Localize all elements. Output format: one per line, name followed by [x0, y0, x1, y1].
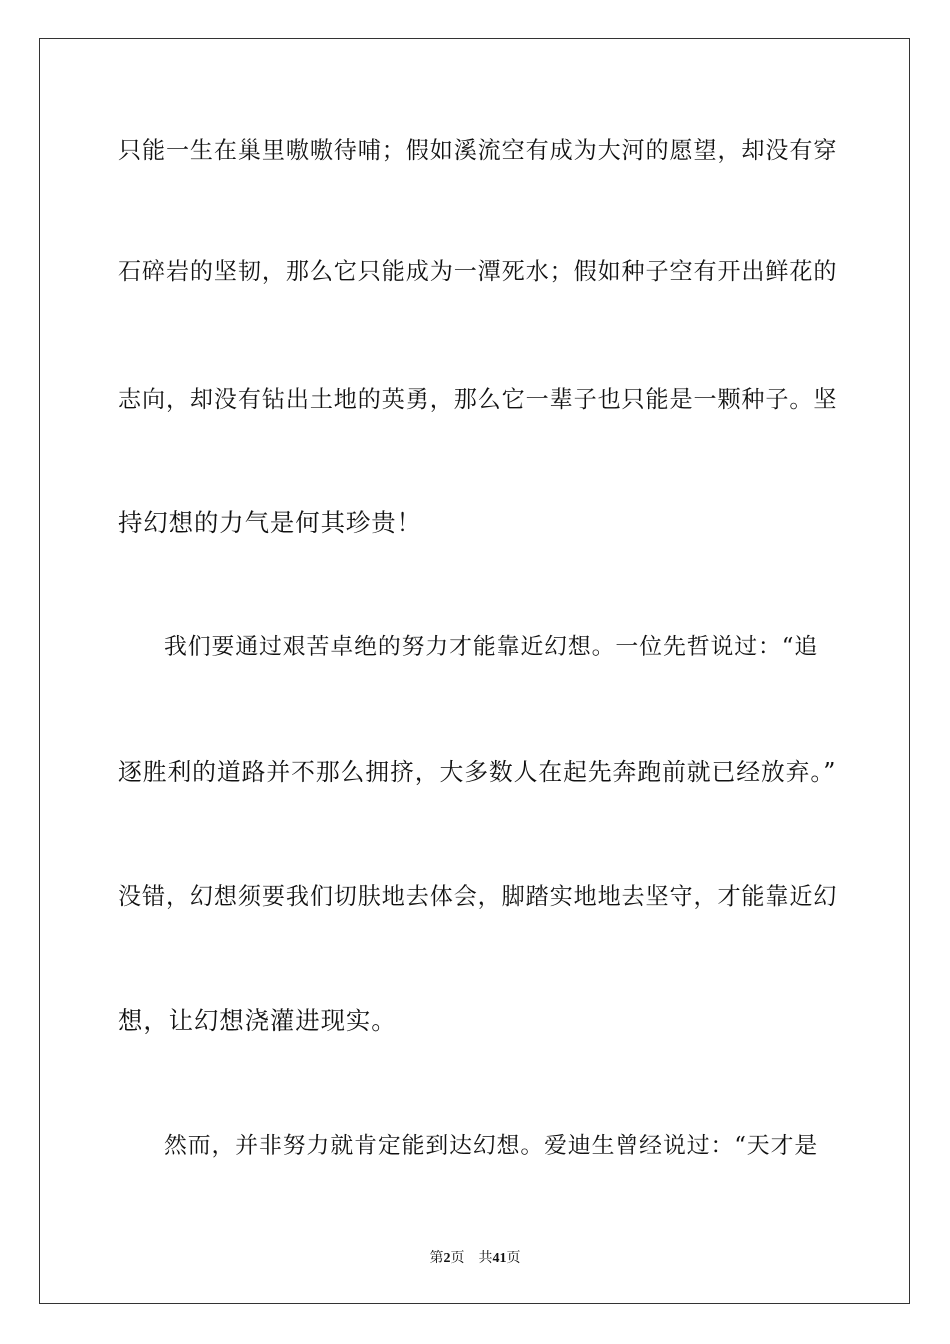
footer-page-prefix: 第 — [429, 1250, 444, 1266]
text-line-7: 没错，幻想须要我们切肤地去体会，脚踏实地地去坚守，才能靠近幻 — [118, 884, 838, 910]
text-line-4: 持幻想的力气是何其珍贵！ — [118, 508, 422, 537]
text-line-1: 只能一生在巢里嗷嗷待哺；假如溪流空有成为大河的愿望，却没有穿 — [118, 138, 838, 164]
text-line-8: 想，让幻想浇灌进现实。 — [118, 1006, 397, 1035]
text-line-2: 石碎岩的坚韧，那么它只能成为一潭死水；假如种子空有开出鲜花的 — [118, 259, 838, 285]
text-line-6: 逐胜利的道路并不那么拥挤，大多数人在起先奔跑前就已经放弃。” — [118, 758, 837, 786]
text-line-9: 然而，并非努力就肯定能到达幻想。爱迪生曾经说过：“天才是 — [164, 1133, 819, 1159]
text-line-3: 志向，却没有钻出土地的英勇，那么它一辈子也只能是一颗种子。坚 — [118, 387, 838, 413]
footer-page-suffix: 页 — [450, 1250, 465, 1266]
footer-page-number: 2 — [443, 1251, 451, 1266]
page-footer — [0, 1247, 950, 1267]
footer-total-prefix: 共 — [478, 1250, 493, 1266]
footer-total-suffix: 页 — [506, 1250, 521, 1266]
footer-total-pages: 41 — [492, 1251, 507, 1266]
page-border — [39, 38, 910, 1304]
text-line-5: 我们要通过艰苦卓绝的努力才能靠近幻想。一位先哲说过：“追 — [164, 634, 819, 660]
